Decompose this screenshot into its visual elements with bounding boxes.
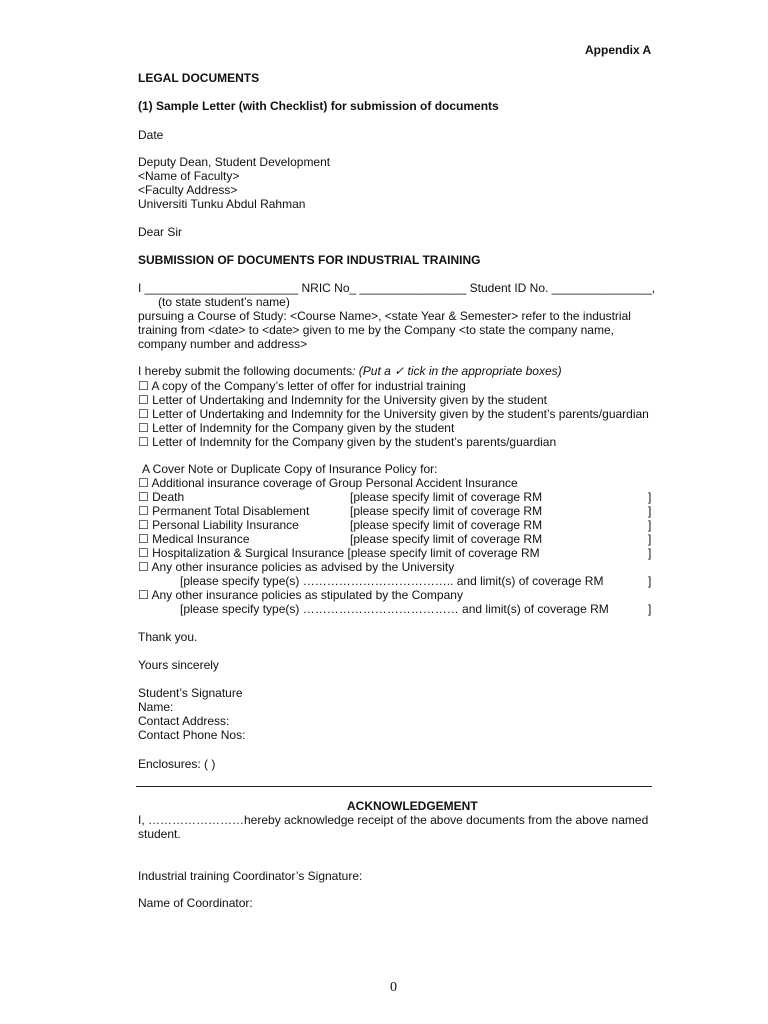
- legal-documents-title: LEGAL DOCUMENTS: [138, 71, 260, 85]
- other-company-label: Any other insurance policies as stipulated by the Company: [151, 588, 463, 602]
- submit-hint: : (Put a ✓ tick in the appropriate boxes): [352, 364, 562, 378]
- course-paragraph: [138, 309, 631, 351]
- insurance-item: [138, 490, 184, 504]
- signature-line: Student’s Signature: [138, 686, 243, 700]
- page-number: 0: [390, 980, 397, 995]
- insurance-item-label: Death: [152, 490, 185, 504]
- submit-intro: [138, 364, 562, 378]
- coordinator-signature: Industrial training Coordinator’s Signature:: [138, 869, 363, 883]
- checkbox-icon[interactable]: ☐: [138, 518, 149, 532]
- enclosures: Enclosures: ( ): [138, 757, 216, 771]
- checkbox-icon[interactable]: ☐: [138, 532, 149, 546]
- acknowledgement-line: I, ……………………hereby acknowledge receipt of the above documents from the above named: [138, 813, 649, 827]
- appendix-label: Appendix A: [585, 43, 652, 57]
- addressee-line: <Name of Faculty>: [138, 169, 240, 183]
- submit-intro-text: I hereby submit the following documents: [138, 364, 353, 378]
- document-item: [138, 421, 649, 435]
- yours-sincerely: Yours sincerely: [138, 658, 219, 672]
- checkbox-icon[interactable]: ☐: [138, 560, 149, 574]
- insurance-item-label: Personal Liability Insurance: [152, 518, 299, 532]
- addressee-line: Universiti Tunku Abdul Rahman: [138, 197, 306, 211]
- checkbox-icon[interactable]: ☐: [138, 379, 149, 393]
- hospitalization-label: Hospitalization & Surgical Insurance [please specify limit of coverage RM: [152, 546, 540, 560]
- acknowledgement-text: [138, 813, 648, 841]
- thank-you: Thank you.: [138, 630, 198, 644]
- other-company-item: [138, 588, 463, 602]
- course-line: training from <date> to <date> given to me by the Company <to state the company name,: [138, 323, 614, 337]
- signature-line: Name:: [138, 700, 174, 714]
- addressee-line: Deputy Dean, Student Development: [138, 155, 331, 169]
- document-item-label: Letter of Indemnity for the Company given by the student’s parents/guardian: [152, 435, 557, 449]
- student-identity-line: I _______________________ NRIC No_ ________________ Student ID No. _______________,: [138, 281, 656, 295]
- other-university-spec: [please specify type(s) ……………………………….. and limit(s) of coverage RM: [180, 574, 604, 588]
- insurance-coverage-spec: [please specify limit of coverage RM: [350, 504, 543, 518]
- addressee-block: [138, 155, 330, 211]
- checkbox-icon[interactable]: ☐: [138, 421, 149, 435]
- document-item: [138, 393, 649, 407]
- other-university-item: [138, 560, 454, 574]
- insurance-item: [138, 518, 299, 532]
- hospitalization-item: [138, 546, 540, 560]
- checkbox-icon[interactable]: ☐: [138, 546, 149, 560]
- document-item: [138, 407, 649, 421]
- cover-note: A Cover Note or Duplicate Copy of Insurance Policy for:: [142, 462, 438, 476]
- checkbox-icon[interactable]: ☐: [138, 393, 149, 407]
- document-item-label: Letter of Undertaking and Indemnity for the University given by the student’s parents/guardian: [152, 407, 649, 421]
- close-bracket: ]: [648, 490, 652, 504]
- signature-line: Contact Phone Nos:: [138, 728, 246, 742]
- course-line: pursuing a Course of Study: <Course Name>, <state Year & Semester> refer to the industrial: [138, 309, 631, 323]
- insurance-top-item: [138, 476, 518, 490]
- insurance-top-label: Additional insurance coverage of Group Personal Accident Insurance: [151, 476, 518, 490]
- section-divider: [136, 786, 652, 787]
- addressee-line: <Faculty Address>: [138, 183, 238, 197]
- checkbox-icon[interactable]: ☐: [138, 588, 149, 602]
- insurance-coverage-spec: [please specify limit of coverage RM: [350, 532, 543, 546]
- letter-subject: SUBMISSION OF DOCUMENTS FOR INDUSTRIAL TRAINING: [138, 253, 481, 267]
- signature-line: Contact Address:: [138, 714, 230, 728]
- close-bracket: ]: [648, 518, 652, 532]
- close-bracket: ]: [648, 504, 652, 518]
- insurance-item: [138, 532, 250, 546]
- document-item: [138, 379, 649, 393]
- insurance-coverage-spec: [please specify limit of coverage RM: [350, 518, 543, 532]
- signature-block: [138, 686, 245, 742]
- checkbox-icon[interactable]: ☐: [138, 407, 149, 421]
- document-item-label: Letter of Undertaking and Indemnity for the University given by the student: [152, 393, 547, 407]
- date-label: Date: [138, 128, 164, 142]
- close-bracket: ]: [648, 546, 652, 560]
- insurance-item-label: Medical Insurance: [152, 532, 250, 546]
- checkbox-icon[interactable]: ☐: [138, 476, 149, 490]
- course-line: company number and address>: [138, 337, 308, 351]
- checkbox-icon[interactable]: ☐: [138, 435, 149, 449]
- close-bracket: ]: [648, 602, 652, 616]
- close-bracket: ]: [648, 532, 652, 546]
- documents-checklist: [138, 379, 649, 449]
- insurance-item-label: Permanent Total Disablement: [152, 504, 310, 518]
- checkbox-icon[interactable]: ☐: [138, 504, 149, 518]
- document-item-label: Letter of Indemnity for the Company given by the student: [152, 421, 455, 435]
- salutation: Dear Sir: [138, 225, 183, 239]
- student-name-note: (to state student’s name): [158, 295, 290, 309]
- insurance-item: [138, 504, 309, 518]
- acknowledgement-line: student.: [138, 827, 181, 841]
- checkbox-icon[interactable]: ☐: [138, 490, 149, 504]
- acknowledgement-title: ACKNOWLEDGEMENT: [347, 799, 478, 813]
- insurance-coverage-spec: [please specify limit of coverage RM: [350, 490, 543, 504]
- other-company-spec: [please specify type(s) ………………………………… and limit(s) of coverage RM: [180, 602, 609, 616]
- sample-letter-title: (1) Sample Letter (with Checklist) for submission of documents: [138, 99, 499, 113]
- other-university-label: Any other insurance policies as advised by the University: [151, 560, 455, 574]
- document-item: [138, 435, 649, 449]
- close-bracket: ]: [648, 574, 652, 588]
- coordinator-name: Name of Coordinator:: [138, 896, 253, 910]
- document-item-label: A copy of the Company’s letter of offer for industrial training: [151, 379, 466, 393]
